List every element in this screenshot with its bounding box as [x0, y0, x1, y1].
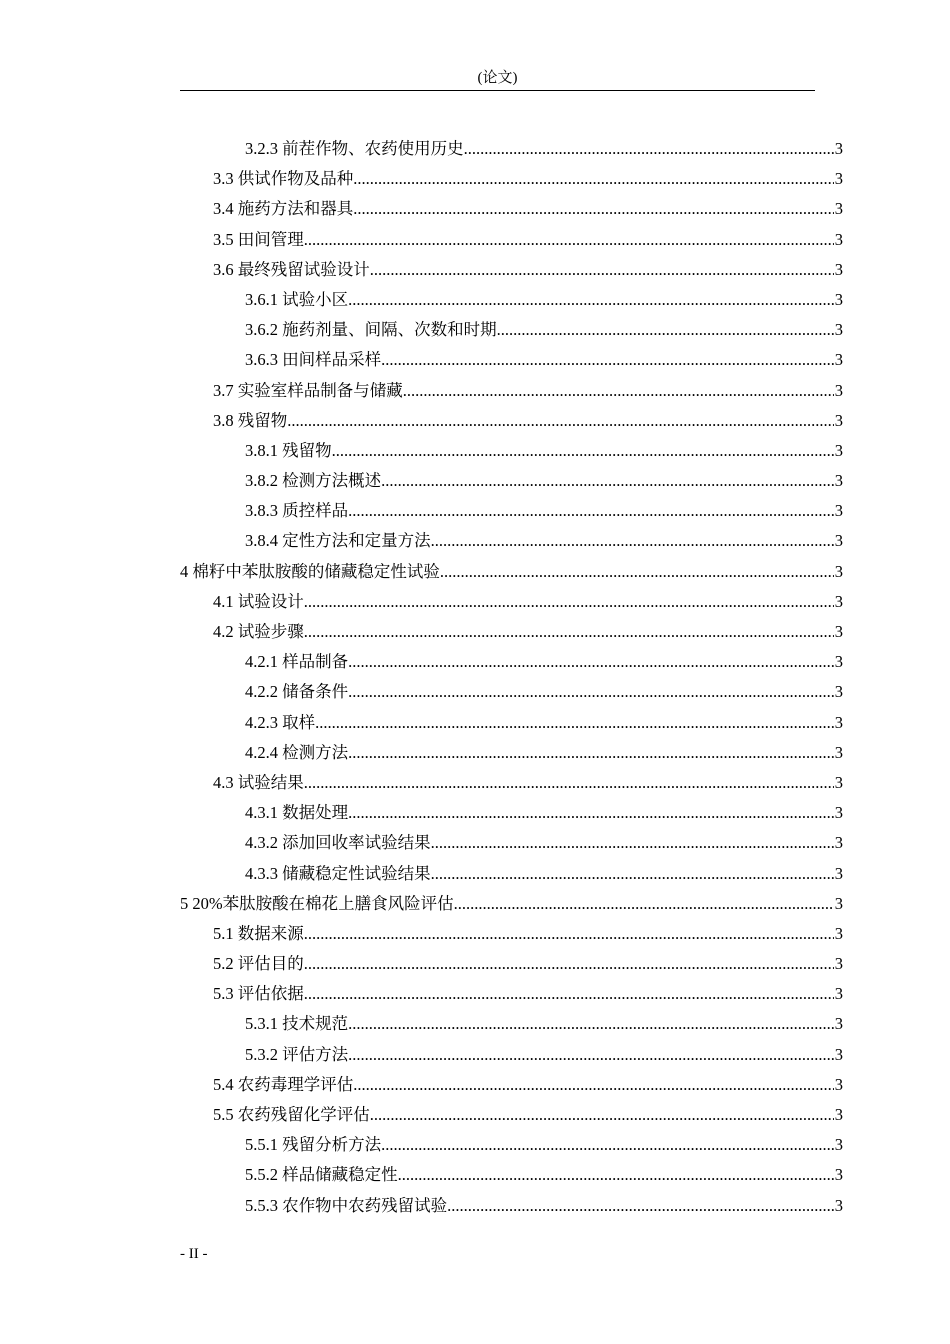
toc-entry[interactable]	[180, 1073, 843, 1103]
toc-entry-page: 3	[834, 1195, 843, 1215]
toc-entry[interactable]	[180, 228, 843, 258]
toc-entry-label: 3.4 施药方法和器具	[213, 197, 353, 221]
toc-entry[interactable]	[180, 379, 843, 409]
toc-entry-label: 3.6.2 施药剂量、间隔、次数和时期	[245, 318, 497, 342]
toc-entry-label: 3.3 供试作物及品种	[213, 167, 353, 191]
table-of-contents	[180, 137, 843, 1224]
toc-entry-page: 3	[834, 1014, 843, 1034]
toc-entry-label: 3.8.1 残留物	[245, 439, 332, 463]
toc-entry-label: 4.2 试验步骤	[213, 620, 304, 644]
toc-entry-label: 4 棉籽中苯肽胺酸的储藏稳定性试验	[180, 560, 440, 584]
toc-dot-leader	[440, 560, 834, 584]
toc-entry-page: 3	[834, 712, 843, 732]
toc-entry[interactable]	[180, 167, 843, 197]
toc-entry[interactable]	[180, 831, 843, 861]
toc-entry-page: 3	[834, 954, 843, 974]
toc-entry-label: 3.6.3 田间样品采样	[245, 348, 381, 372]
toc-entry-page: 3	[834, 531, 843, 551]
toc-entry[interactable]	[180, 409, 843, 439]
toc-entry-page: 3	[834, 501, 843, 521]
toc-entry[interactable]	[180, 711, 843, 741]
toc-entry[interactable]	[180, 1043, 843, 1073]
toc-entry-label: 3.8.2 检测方法概述	[245, 469, 381, 493]
toc-dot-leader	[353, 1073, 834, 1097]
toc-entry-label: 3.5 田间管理	[213, 228, 304, 252]
toc-entry-page: 3	[834, 259, 843, 279]
toc-entry-label: 5.3.1 技术规范	[245, 1012, 348, 1036]
page-header-title: (论文)	[477, 70, 518, 86]
toc-entry-label: 4.3.2 添加回收率试验结果	[245, 831, 431, 855]
toc-dot-leader	[348, 288, 834, 312]
toc-dot-leader	[304, 771, 834, 795]
toc-entry[interactable]	[180, 620, 843, 650]
toc-entry-label: 4.2.1 样品制备	[245, 650, 348, 674]
toc-entry-page: 3	[834, 863, 843, 883]
toc-entry-label: 5.4 农药毒理学评估	[213, 1073, 353, 1097]
toc-dot-leader	[353, 167, 834, 191]
toc-entry[interactable]	[180, 560, 843, 590]
toc-entry[interactable]	[180, 137, 843, 167]
toc-entry-page: 3	[834, 1074, 843, 1094]
toc-entry-label: 5.5.3 农作物中农药残留试验	[245, 1194, 447, 1218]
toc-entry[interactable]	[180, 258, 843, 288]
toc-entry-page: 3	[834, 803, 843, 823]
toc-entry-page: 3	[834, 1044, 843, 1064]
toc-entry-page: 3	[834, 742, 843, 762]
toc-dot-leader	[348, 801, 834, 825]
toc-entry[interactable]	[180, 741, 843, 771]
toc-entry-label: 3.8 残留物	[213, 409, 287, 433]
toc-entry[interactable]	[180, 348, 843, 378]
toc-dot-leader	[431, 831, 834, 855]
toc-dot-leader	[304, 228, 834, 252]
toc-entry-page: 3	[834, 772, 843, 792]
toc-dot-leader	[348, 1012, 834, 1036]
toc-entry[interactable]	[180, 892, 843, 922]
toc-entry-label: 5.5.2 样品储藏稳定性	[245, 1163, 398, 1187]
toc-entry-page: 3	[834, 169, 843, 189]
toc-entry-label: 3.6 最终残留试验设计	[213, 258, 370, 282]
toc-entry[interactable]	[180, 590, 843, 620]
toc-entry-page: 3	[834, 591, 843, 611]
toc-entry[interactable]	[180, 499, 843, 529]
toc-dot-leader	[304, 590, 834, 614]
toc-entry-page: 3	[834, 652, 843, 672]
toc-entry-label: 3.6.1 试验小区	[245, 288, 348, 312]
toc-entry-page: 3	[834, 289, 843, 309]
toc-entry-page: 3	[834, 139, 843, 158]
toc-dot-leader	[370, 1103, 834, 1127]
footer-page-number: - II -	[180, 1246, 208, 1262]
toc-entry-page: 3	[834, 440, 843, 460]
toc-entry-label: 5.1 数据来源	[213, 922, 304, 946]
toc-dot-leader	[348, 680, 834, 704]
toc-entry[interactable]	[180, 952, 843, 982]
toc-entry-page: 3	[834, 682, 843, 702]
toc-dot-leader	[304, 982, 834, 1006]
toc-dot-leader	[287, 409, 834, 433]
toc-entry-label: 4.1 试验设计	[213, 590, 304, 614]
toc-entry-page: 3	[834, 199, 843, 219]
toc-entry-page: 3	[834, 380, 843, 400]
toc-entry-page: 3	[834, 229, 843, 249]
toc-entry[interactable]	[180, 680, 843, 710]
toc-entry[interactable]	[180, 922, 843, 952]
toc-entry-page: 3	[834, 1165, 843, 1185]
toc-entry[interactable]	[180, 197, 843, 227]
toc-entry-label: 3.7 实验室样品制备与储藏	[213, 379, 403, 403]
toc-entry[interactable]	[180, 982, 843, 1012]
toc-dot-leader	[332, 439, 834, 463]
toc-entry[interactable]	[180, 469, 843, 499]
toc-entry-page: 3	[834, 923, 843, 943]
toc-entry-label: 4.2.3 取样	[245, 711, 315, 735]
toc-entry-label: 5 20%苯肽胺酸在棉花上膳食风险评估	[180, 892, 454, 916]
toc-entry[interactable]	[180, 1133, 843, 1163]
toc-dot-leader	[431, 862, 834, 886]
toc-entry-page: 3	[834, 984, 843, 1004]
toc-entry-page: 3	[834, 561, 843, 581]
toc-dot-leader	[315, 711, 834, 735]
toc-entry[interactable]	[180, 439, 843, 469]
toc-dot-leader	[353, 197, 834, 221]
toc-entry-page: 3	[834, 1105, 843, 1124]
toc-entry-label: 4.2.4 检测方法	[245, 741, 348, 765]
toc-entry-label: 5.3 评估依据	[213, 982, 304, 1006]
toc-entry-page: 3	[834, 320, 843, 340]
toc-dot-leader	[381, 348, 834, 372]
toc-entry-page: 3	[834, 893, 843, 913]
toc-entry[interactable]	[180, 1103, 843, 1133]
toc-entry-label: 3.8.3 质控样品	[245, 499, 348, 523]
toc-dot-leader	[348, 1043, 834, 1067]
toc-entry-page: 3	[834, 350, 843, 370]
toc-dot-leader	[454, 892, 834, 916]
toc-entry-label: 5.2 评估目的	[213, 952, 304, 976]
toc-entry[interactable]	[180, 801, 843, 831]
toc-entry[interactable]	[180, 771, 843, 801]
toc-entry[interactable]	[180, 650, 843, 680]
toc-entry-label: 4.3 试验结果	[213, 771, 304, 795]
toc-entry-label: 3.2.3 前茬作物、农药使用历史	[245, 137, 464, 161]
toc-dot-leader	[398, 1163, 834, 1187]
toc-entry-page: 3	[834, 1135, 843, 1155]
toc-dot-leader	[447, 1194, 834, 1218]
toc-dot-leader	[381, 469, 834, 493]
toc-dot-leader	[381, 1133, 834, 1157]
toc-entry-label: 5.5.1 残留分析方法	[245, 1133, 381, 1157]
toc-entry-label: 4.3.3 储藏稳定性试验结果	[245, 862, 431, 886]
toc-entry[interactable]	[180, 529, 843, 559]
toc-dot-leader	[431, 529, 834, 553]
toc-dot-leader	[348, 499, 834, 523]
toc-dot-leader	[403, 379, 834, 403]
toc-entry-page: 3	[834, 471, 843, 491]
toc-entry-page: 3	[834, 622, 843, 641]
toc-entry[interactable]	[180, 1012, 843, 1042]
toc-dot-leader	[464, 137, 834, 161]
toc-entry-page: 3	[834, 833, 843, 853]
header-divider	[180, 90, 815, 91]
toc-dot-leader	[304, 922, 834, 946]
toc-entry[interactable]	[180, 1163, 843, 1193]
toc-dot-leader	[370, 258, 834, 282]
toc-entry[interactable]	[180, 288, 843, 318]
toc-entry-page: 3	[834, 410, 843, 430]
toc-dot-leader	[304, 952, 834, 976]
toc-dot-leader	[304, 620, 834, 644]
toc-entry-label: 5.5 农药残留化学评估	[213, 1103, 370, 1127]
toc-entry[interactable]	[180, 862, 843, 892]
toc-entry-label: 4.2.2 储备条件	[245, 680, 348, 704]
toc-entry-label: 5.3.2 评估方法	[245, 1043, 348, 1067]
toc-dot-leader	[497, 318, 834, 342]
toc-dot-leader	[348, 650, 834, 674]
toc-entry-label: 4.3.1 数据处理	[245, 801, 348, 825]
toc-entry[interactable]	[180, 1194, 843, 1224]
toc-entry[interactable]	[180, 318, 843, 348]
toc-dot-leader	[348, 741, 834, 765]
toc-entry-label: 3.8.4 定性方法和定量方法	[245, 529, 431, 553]
